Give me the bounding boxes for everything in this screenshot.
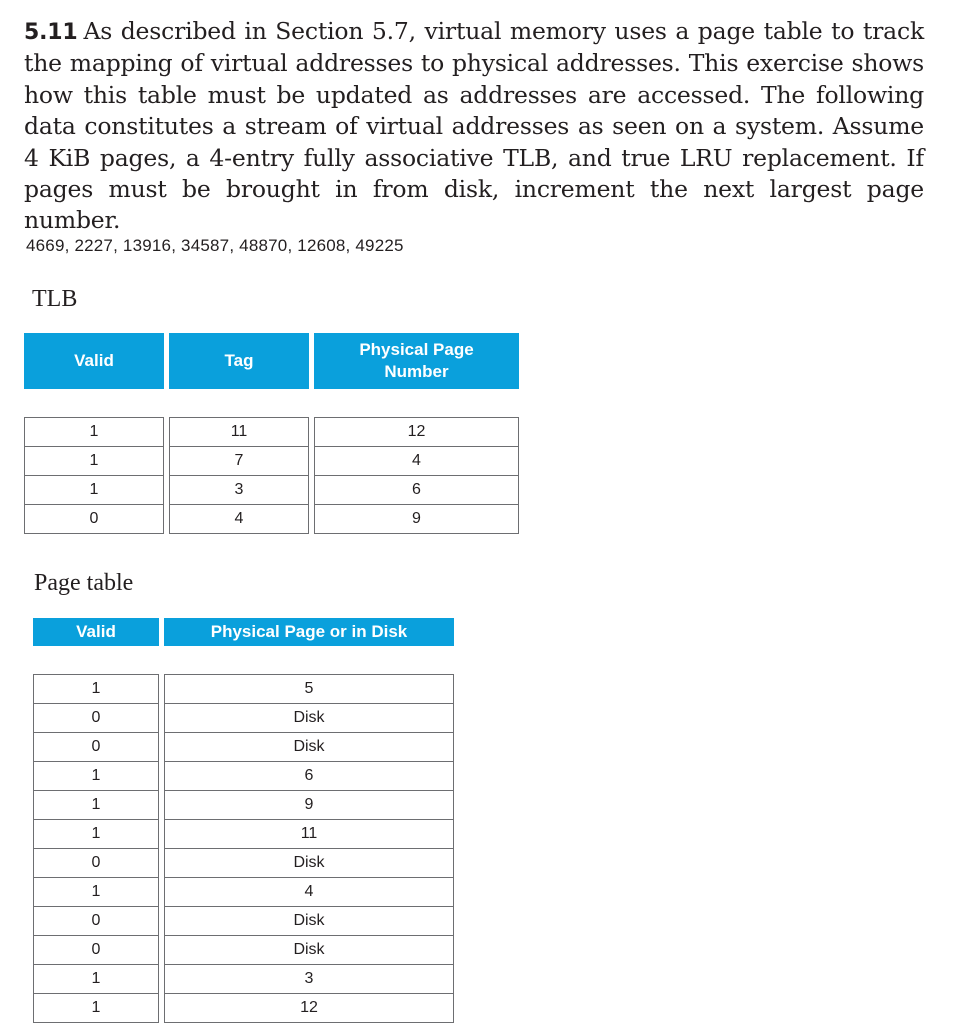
page-table-row [33, 733, 454, 762]
page-table-cell: 0 [33, 849, 159, 878]
tlb-cell: 7 [169, 447, 309, 476]
tlb-spacer [169, 389, 309, 417]
page-table-row [33, 674, 454, 704]
problem-number: 5.11 [24, 20, 78, 45]
page-table-cell: 1 [33, 762, 159, 791]
tlb-cell: 11 [169, 417, 309, 447]
tlb-cell: 1 [24, 417, 164, 447]
page-table-cell: Disk [164, 936, 454, 965]
problem-statement [24, 16, 924, 237]
tlb-cell: 12 [314, 417, 519, 447]
page-table-cell: 9 [164, 791, 454, 820]
tlb-cell: 0 [24, 505, 164, 534]
page-table-header-physical-page: Physical Page or in Disk [164, 618, 454, 646]
page-table-cell: Disk [164, 849, 454, 878]
tlb-cell: 9 [314, 505, 519, 534]
tlb-cell: 1 [24, 476, 164, 505]
page-table-cell: 1 [33, 965, 159, 994]
page-table [28, 618, 459, 1023]
page-table-cell: 0 [33, 907, 159, 936]
tlb-cell: 1 [24, 447, 164, 476]
page-table-cell: 12 [164, 994, 454, 1023]
page-table-cell: 1 [33, 674, 159, 704]
tlb-cell: 4 [169, 505, 309, 534]
page-table-row [33, 762, 454, 791]
page-table-header-valid: Valid [33, 618, 159, 646]
page-table-row [33, 849, 454, 878]
page-table-cell: 11 [164, 820, 454, 849]
page-table-row [33, 936, 454, 965]
page-table-row [33, 965, 454, 994]
page-table-cell: 1 [33, 820, 159, 849]
tlb-spacer [24, 389, 164, 417]
tlb-cell: 3 [169, 476, 309, 505]
page-table-row [33, 704, 454, 733]
page-table-cell: 4 [164, 878, 454, 907]
page-table-cell: 6 [164, 762, 454, 791]
tlb-row [24, 417, 519, 447]
problem-text: As described in Section 5.7, virtual memory uses a page table to track the mapping of virtual addresses to physical addresses. This exercise shows how this table must be updated as addresses are accessed. The following data constitutes a stream of virtual addresses as seen on a system. Assume 4 KiB pages, a 4-entry fully associative TLB, and true LRU replacement. If pages must be brought in from disk, increment the next largest page number. [24, 17, 924, 235]
page-table-row [33, 791, 454, 820]
page-table-cell: 1 [33, 791, 159, 820]
page-table-row [33, 820, 454, 849]
page-table-spacer [164, 646, 454, 674]
page-table-row [33, 907, 454, 936]
page-table-caption: Page table [34, 570, 134, 596]
tlb-caption: TLB [32, 286, 78, 312]
page-table-cell: Disk [164, 733, 454, 762]
tlb-row [24, 476, 519, 505]
tlb-table [19, 333, 524, 534]
tlb-cell: 4 [314, 447, 519, 476]
page-table-row [33, 994, 454, 1023]
page-table-cell: 3 [164, 965, 454, 994]
tlb-cell: 6 [314, 476, 519, 505]
page-table-cell: 5 [164, 674, 454, 704]
address-stream: 4669, 2227, 13916, 34587, 48870, 12608, 49225 [26, 236, 404, 255]
tlb-header-tag: Tag [169, 333, 309, 389]
page-table-spacer [33, 646, 159, 674]
page-table-cell: Disk [164, 907, 454, 936]
tlb-row [24, 505, 519, 534]
page-table-cell: Disk [164, 704, 454, 733]
page-table-cell: 0 [33, 704, 159, 733]
tlb-spacer [314, 389, 519, 417]
tlb-header-physical-page-number [314, 333, 519, 389]
page-table-cell: 0 [33, 733, 159, 762]
page-table-row [33, 878, 454, 907]
tlb-row [24, 447, 519, 476]
page-table-cell: 1 [33, 994, 159, 1023]
tlb-header-valid: Valid [24, 333, 164, 389]
page-table-cell: 0 [33, 936, 159, 965]
page-table-cell: 1 [33, 878, 159, 907]
tlb-header-ppn-text: Physical Page Number [359, 340, 474, 381]
